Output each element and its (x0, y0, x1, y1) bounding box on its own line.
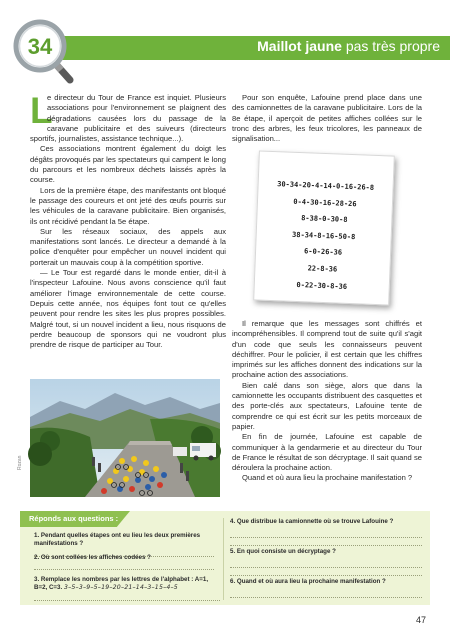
code-line: 38-34-8-16-50-8 (291, 230, 356, 241)
story-paragraph: Lors de la première étape, des manifestants ont bloqué le passage des coureurs et ont jeté des œufs pourris sur les véhicules de la caravane publicitaire. Bien organisés, ils ont récidivé pendant la 5e étape. (30, 185, 226, 226)
story-paragraph: En fin de journée, Lafouine est capable de communiquer à la gendarmerie et au directeur du Tour de France le résultat de son décryptage. Il sait quand se déroulera la prochaine action. (232, 432, 422, 473)
code-line: 0-22-30-8-36 (296, 280, 348, 291)
story-paragraph: — Le Tour est regardé dans le monde entier, dit-il à l'inspecteur Lafouine. Nous avons conscience qu'il faut améliorer l'image environnementale de cette course. Depuis cette année, nos équipes font tout ce qu'elles peuvent pour rendre les sites les plus propres possibles. Malgré tout, si un nouvel incident a lieu, nous risquons de perdre beaucoup de sponsors qui ne voudront plus prendre de risque de participer au Tour. (30, 268, 226, 350)
story-paragraph: Pour son enquête, Lafouine prend place dans une des camionnettes de la caravane publicitaire. Lors de la 8e étape, il aperçoit de petites affiches collées sur le tronc des arbres, les feux tricolores, les panneaux de signalisation... (232, 93, 422, 144)
questions-heading: Réponds aux questions : (29, 514, 119, 523)
story-paragraph: Ces associations montrent également du doigt les dégâts provoqués par les spectateurs qui campent le long du parcours et les nombreux déchets laissés après la course. (30, 144, 226, 185)
story-paragraph: Il remarque que les messages sont chiffrés et incompréhensibles. Il comprend tout de suite qu'il s'agit d'un code que seuls les connaisseurs peuvent déchiffrer. Pour le policier, il est certain que les chiffres imprimés sur les affiches donnent des indications sur la prochaine action des associations. (232, 319, 422, 380)
question-2: 2. Où sont collées les affiches codées ? (34, 554, 214, 570)
answer-line[interactable] (230, 568, 422, 576)
story-paragraph: e directeur du Tour de France est inquiet. Plusieurs associations pour l'environnement se plaignent des dégradations causées lors du passage de la caravane publicitaire et des suiveurs (directeurs sportifs, journalistes, assistance technique...). (30, 93, 226, 144)
answer-line[interactable] (230, 556, 422, 568)
story-paragraph: Bien calé dans son siège, alors que dans la camionnette les occupants distribuent des casquettes et des porte-clés aux spectateurs, Lafouine tente de comprendre ce qui est écrit sur les petits morceaux de papier. (232, 380, 422, 431)
question-1: 1. Pendant quelles étapes ont eu lieu les deux premières manifestations ? (34, 532, 214, 557)
chapter-title-bar (38, 36, 450, 60)
page-number: 47 (415, 615, 426, 625)
dropcap-letter (30, 90, 53, 131)
question-4: 4. Que distribue la camionnette où se trouve Lafouine ? (230, 518, 422, 546)
cycling-race-photo (30, 379, 220, 497)
code-line: 0-4-30-16-28-26 (293, 197, 357, 208)
question-6: 6. Quand et où aura lieu la prochaine manifestation ? (230, 578, 422, 598)
magnifier-icon (10, 16, 82, 88)
code-line: 22-8-36 (307, 264, 338, 274)
answer-line[interactable] (230, 538, 422, 546)
story-paragraph: Sur les réseaux sociaux, des appels aux manifestations sont lancés. Le directeur a demandé à la police d'enquêter pour empêcher un nouvel incident qui porterait un mauvais coup à la compétition sportive. (30, 226, 226, 267)
story-right-column-top (232, 93, 422, 144)
question-5: 5. En quoi consiste un décryptage ? (230, 548, 422, 576)
coded-poster (253, 150, 395, 305)
svg-text:L: L (30, 90, 53, 131)
answer-line[interactable] (34, 562, 214, 570)
chapter-title: Maillot jaune pas très propre (257, 38, 440, 54)
question-3: 3. Remplace les nombres par les lettres de l'alphabet : A=1, B=2, C=3. 3–5–3–9–5–19–20–21–14–3–15–4–5 (34, 576, 220, 601)
answer-line[interactable] (230, 586, 422, 598)
questions-divider (223, 518, 224, 600)
question-3-numbers: 3–5–3–9–5–19–20–21–14–3–15–4–5 (63, 584, 178, 592)
photo-credit: Rozan (17, 455, 23, 470)
story-right-column-bottom (232, 319, 422, 484)
story-paragraph: Quand et où aura lieu la prochaine manifestation ? (242, 473, 413, 483)
chapter-number: 34 (27, 34, 53, 59)
code-line: 8-38-0-30-8 (301, 214, 348, 225)
code-line: 6-0-26-36 (303, 247, 343, 258)
answer-line[interactable] (230, 526, 422, 538)
code-line: 30-34-20-4-14-0-16-26-8 (277, 180, 375, 192)
answer-line[interactable] (34, 593, 220, 601)
story-left-column (30, 90, 226, 350)
